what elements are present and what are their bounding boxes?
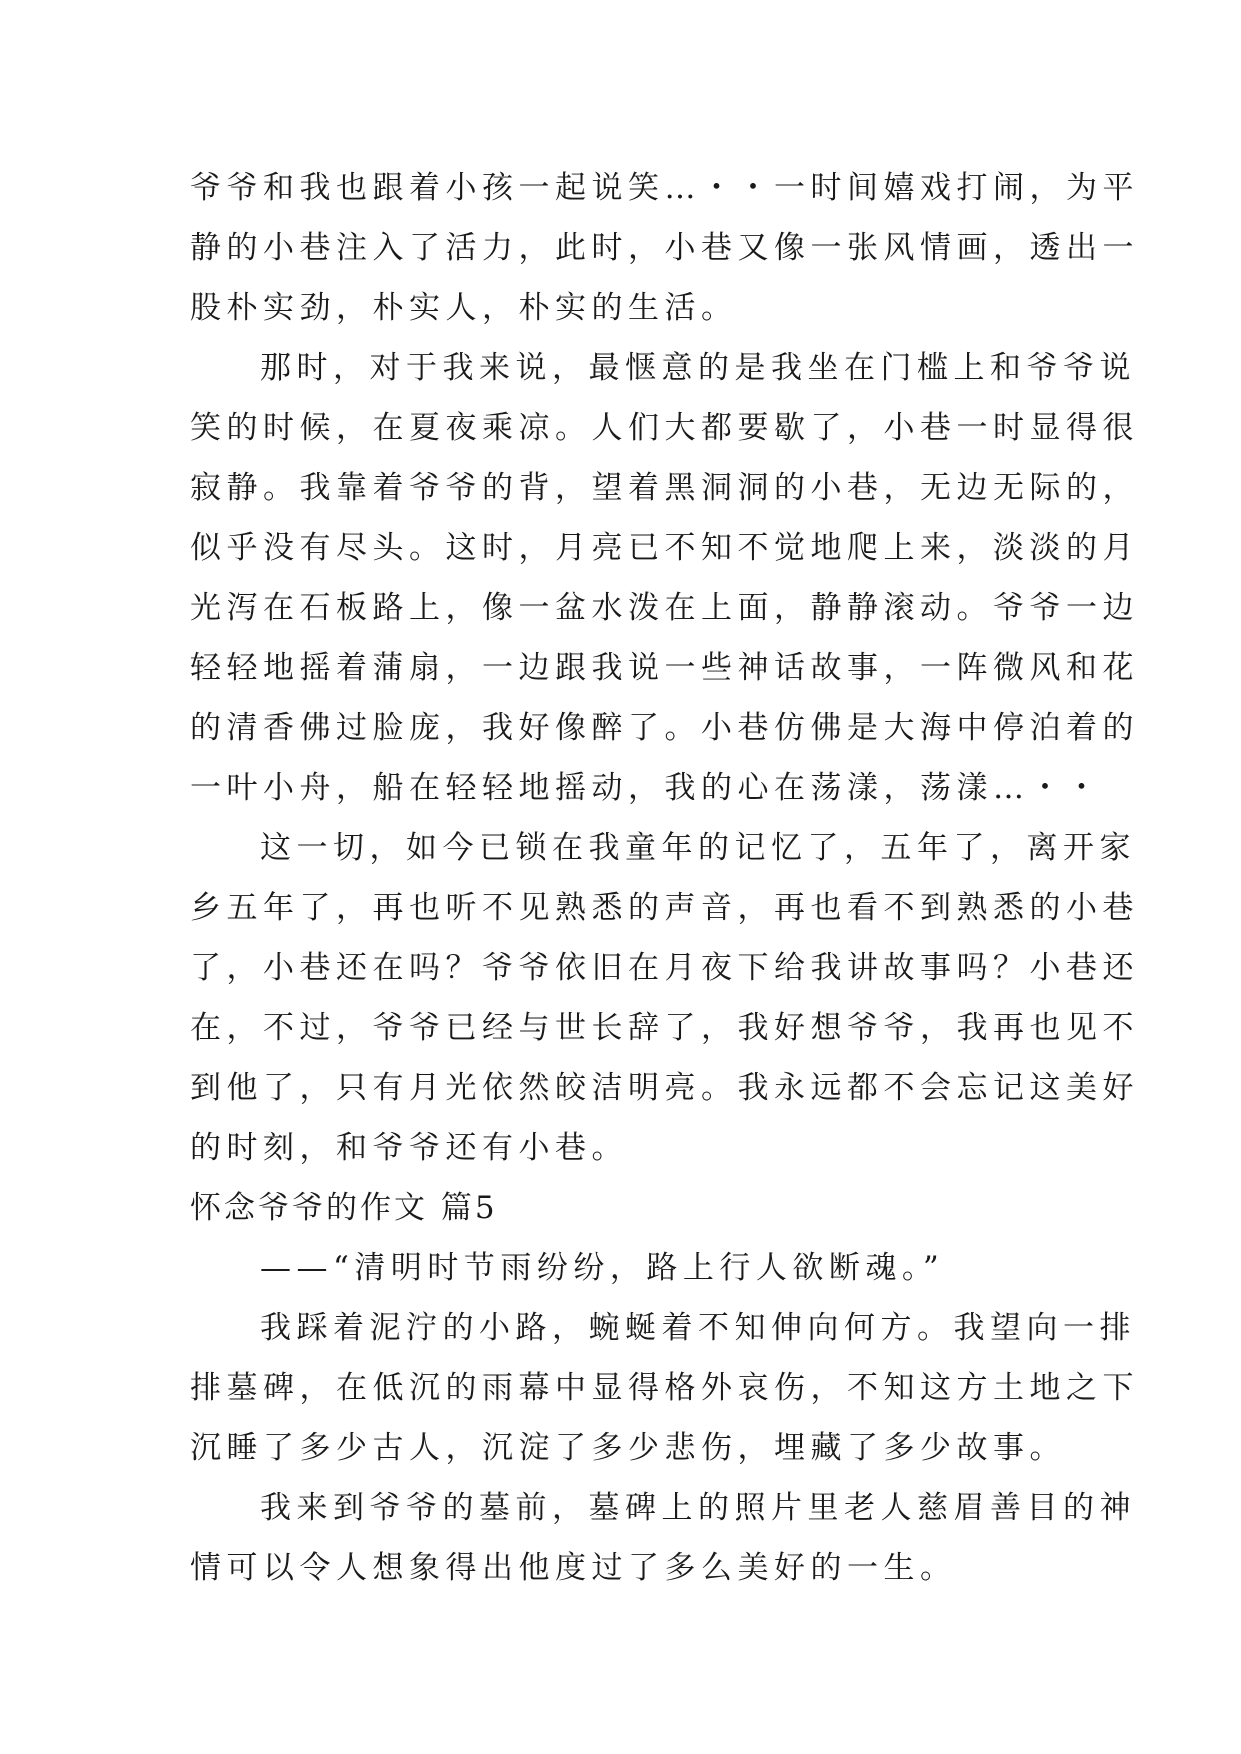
- text-line: 这一切，如今已锁在我童年的记忆了，五年了，离开家: [260, 830, 1136, 866]
- text-line: 爷爷和我也跟着小孩一起说笑…・・一时间嬉戏打闹，为平: [190, 170, 1139, 206]
- text-line: 那时，对于我来说，最惬意的是我坐在门槛上和爷爷说: [260, 350, 1136, 386]
- text-line: 笑的时候，在夏夜乘凉。人们大都要歇了，小巷一时显得很: [190, 410, 1139, 446]
- text-line: 轻轻地摇着蒲扇，一边跟我说一些神话故事，一阵微风和花: [190, 650, 1139, 686]
- text-line: 在，不过，爷爷已经与世长辞了，我好想爷爷，我再也见不: [190, 1010, 1139, 1046]
- text-line: 我来到爷爷的墓前，墓碑上的照片里老人慈眉善目的神: [260, 1490, 1136, 1526]
- text-line: 沉睡了多少古人，沉淀了多少悲伤，埋藏了多少故事。: [190, 1430, 1066, 1466]
- text-line: 到他了，只有月光依然皎洁明亮。我永远都不会忘记这美好: [190, 1070, 1139, 1106]
- text-line: 静的小巷注入了活力，此时，小巷又像一张风情画，透出一: [190, 230, 1139, 266]
- section-title: 怀念爷爷的作文 篇5: [190, 1190, 498, 1226]
- text-line: ——“清明时节雨纷纷，路上行人欲断魂。”: [260, 1250, 945, 1286]
- text-line: 股朴实劲，朴实人，朴实的生活。: [190, 290, 738, 326]
- text-line: 排墓碑，在低沉的雨幕中显得格外哀伤，不知这方土地之下: [190, 1370, 1139, 1406]
- text-line: 一叶小舟，船在轻轻地摇动，我的心在荡漾，荡漾…・・: [190, 770, 1103, 806]
- text-line: 乡五年了，再也听不见熟悉的声音，再也看不到熟悉的小巷: [190, 890, 1139, 926]
- text-line: 光泻在石板路上，像一盆水泼在上面，静静滚动。爷爷一边: [190, 590, 1139, 626]
- document-page: [190, 158, 1139, 1598]
- text-line: 的清香佛过脸庞，我好像醉了。小巷仿佛是大海中停泊着的: [190, 710, 1139, 746]
- text-line: 似乎没有尽头。这时，月亮已不知不觉地爬上来，淡淡的月: [190, 530, 1139, 566]
- text-line: 的时刻，和爷爷还有小巷。: [190, 1130, 628, 1166]
- text-line: 情可以令人想象得出他度过了多么美好的一生。: [190, 1550, 957, 1586]
- text-line: 我踩着泥泞的小路，蜿蜒着不知伸向何方。我望向一排: [260, 1310, 1136, 1346]
- text-line: 寂静。我靠着爷爷的背，望着黑洞洞的小巷，无边无际的，: [190, 470, 1139, 506]
- text-line: 了，小巷还在吗？爷爷依旧在月夜下给我讲故事吗？小巷还: [190, 950, 1139, 986]
